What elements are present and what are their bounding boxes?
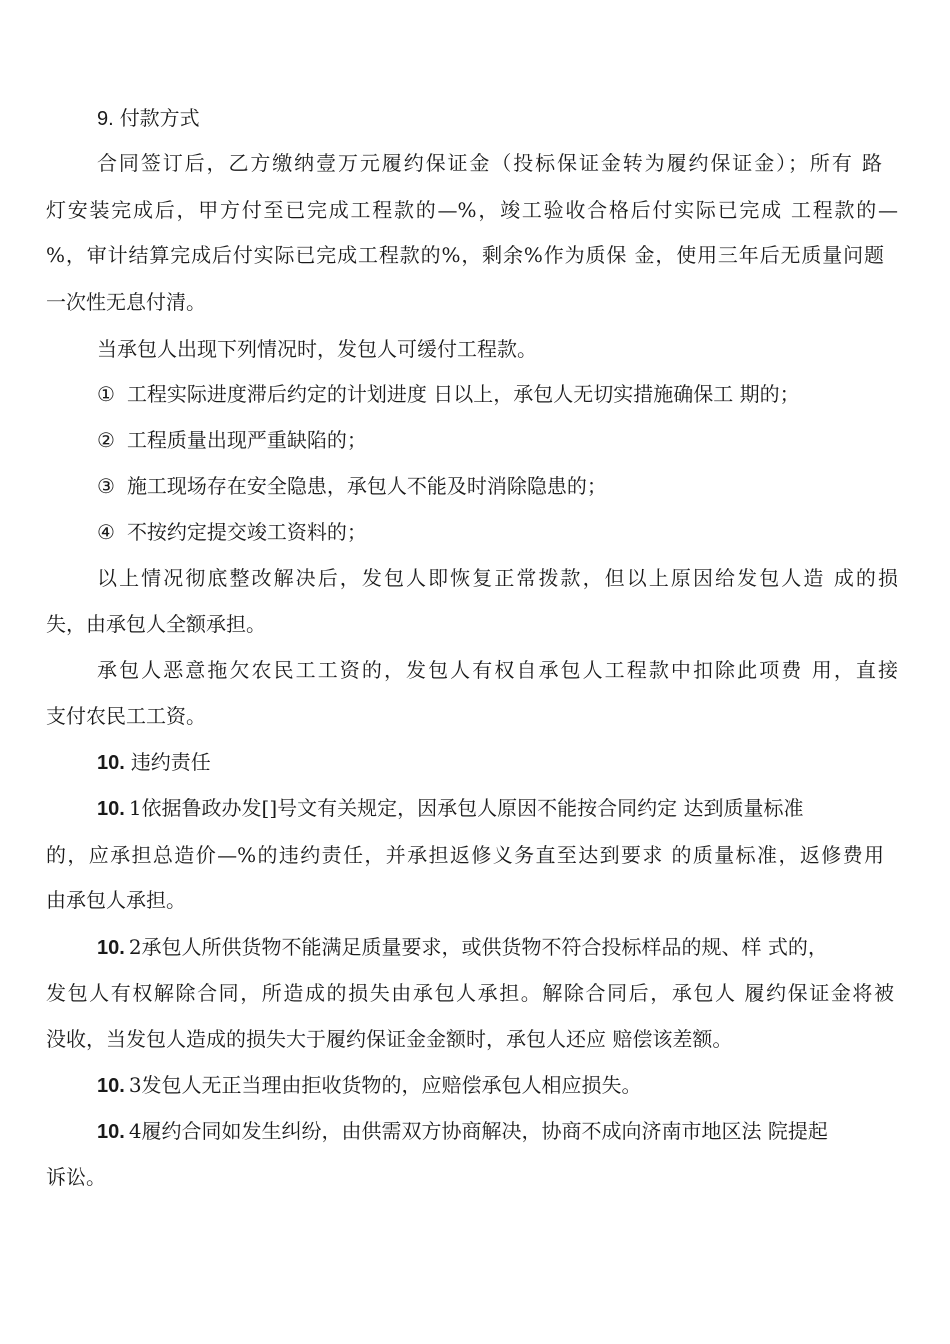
section-10-heading [97, 750, 211, 775]
clause-10-4-text: 4履约合同如发生纠纷，由供需双方协商解决，协商不成向济南市地区法 院提起 [128, 1119, 828, 1143]
section-10-title: 违约责任 [130, 750, 211, 774]
para2: 当承包人出现下列情况时，发包人可缓付工程款。 [97, 337, 537, 361]
clause-10-2-line-1 [97, 935, 828, 960]
section-9-number: 9. [97, 108, 114, 130]
clause-10-1-text: 1依据鲁政办发[]号文有关规定，因承包人原因不能按合同约定 达到质量标准 [128, 796, 804, 820]
clause-10-2-text: 2承包人所供货物不能满足质量要求，或供货物不符合投标样品的规、样 式的， [128, 935, 828, 959]
item-1 [97, 382, 800, 406]
para1-line-2: 灯安装完成后，甲方付至已完成工程款的—%，竣工验收合格后付实际已完成 工程款的— [46, 198, 898, 222]
para1-line-1: 合同签订后，乙方缴纳壹万元履约保证金（投标保证金转为履约保证金）；所有 路 [97, 151, 882, 175]
item-4-text: 不按约定提交竣工资料的； [126, 520, 367, 544]
clause-10-2-line-3: 没收，当发包人造成的损失大于履约保证金金额时，承包人还应 赔偿该差额。 [46, 1027, 733, 1051]
item-4-mark: ④ [97, 520, 115, 544]
item-3-mark: ③ [97, 474, 115, 498]
section-10-number: 10. [97, 752, 125, 774]
clause-10-1-line-1 [97, 796, 804, 821]
clause-10-1-number: 10. [97, 798, 125, 820]
para1-line-3: %，审计结算完成后付实际已完成工程款的%，剩余%作为质保 金，使用三年后无质量问题 [46, 243, 884, 267]
clause-10-4-number: 10. [97, 1121, 125, 1143]
para3-line-1: 以上情况彻底整改解决后，发包人即恢复正常拨款，但以上原因给发包人造 成的损 [97, 566, 898, 590]
clause-10-3-text: 3发包人无正当理由拒收货物的，应赔偿承包人相应损失。 [128, 1073, 642, 1097]
clause-10-2-line-2: 发包人有权解除合同，所造成的损失由承包人承担。解除合同后，承包人 履约保证金将被 [46, 981, 894, 1005]
item-3-text: 施工现场存在安全隐患，承包人不能及时消除隐患的； [126, 474, 607, 498]
clause-10-4-line-1 [97, 1119, 828, 1144]
clause-10-3-number: 10. [97, 1075, 125, 1097]
para1-line-4: 一次性无息付清。 [46, 290, 206, 314]
item-2 [97, 428, 367, 452]
item-1-text: 工程实际进度滞后约定的计划进度 日以上，承包人无切实措施确保工 期的； [126, 382, 800, 406]
para3-line-2: 失，由承包人全额承担。 [46, 612, 266, 636]
clause-10-1-line-3: 由承包人承担。 [46, 888, 186, 912]
para4-line-2: 支付农民工工资。 [46, 704, 206, 728]
item-2-text: 工程质量出现严重缺陷的； [126, 428, 367, 452]
section-9-heading [97, 106, 200, 131]
item-3 [97, 474, 607, 498]
clause-10-4-line-2: 诉讼。 [46, 1165, 106, 1189]
item-2-mark: ② [97, 428, 115, 452]
item-4 [97, 520, 367, 544]
clause-10-1-line-2: 的，应承担总造价—%的违约责任，并承担返修义务直至达到要求 的质量标准，返修费用 [46, 843, 884, 867]
para4-line-1: 承包人恶意拖欠农民工工资的，发包人有权自承包人工程款中扣除此项费 用，直接 [97, 658, 898, 682]
section-9-title: 付款方式 [119, 106, 200, 130]
item-1-mark: ① [97, 382, 115, 406]
clause-10-2-number: 10. [97, 937, 125, 959]
clause-10-3-line-1 [97, 1073, 642, 1098]
